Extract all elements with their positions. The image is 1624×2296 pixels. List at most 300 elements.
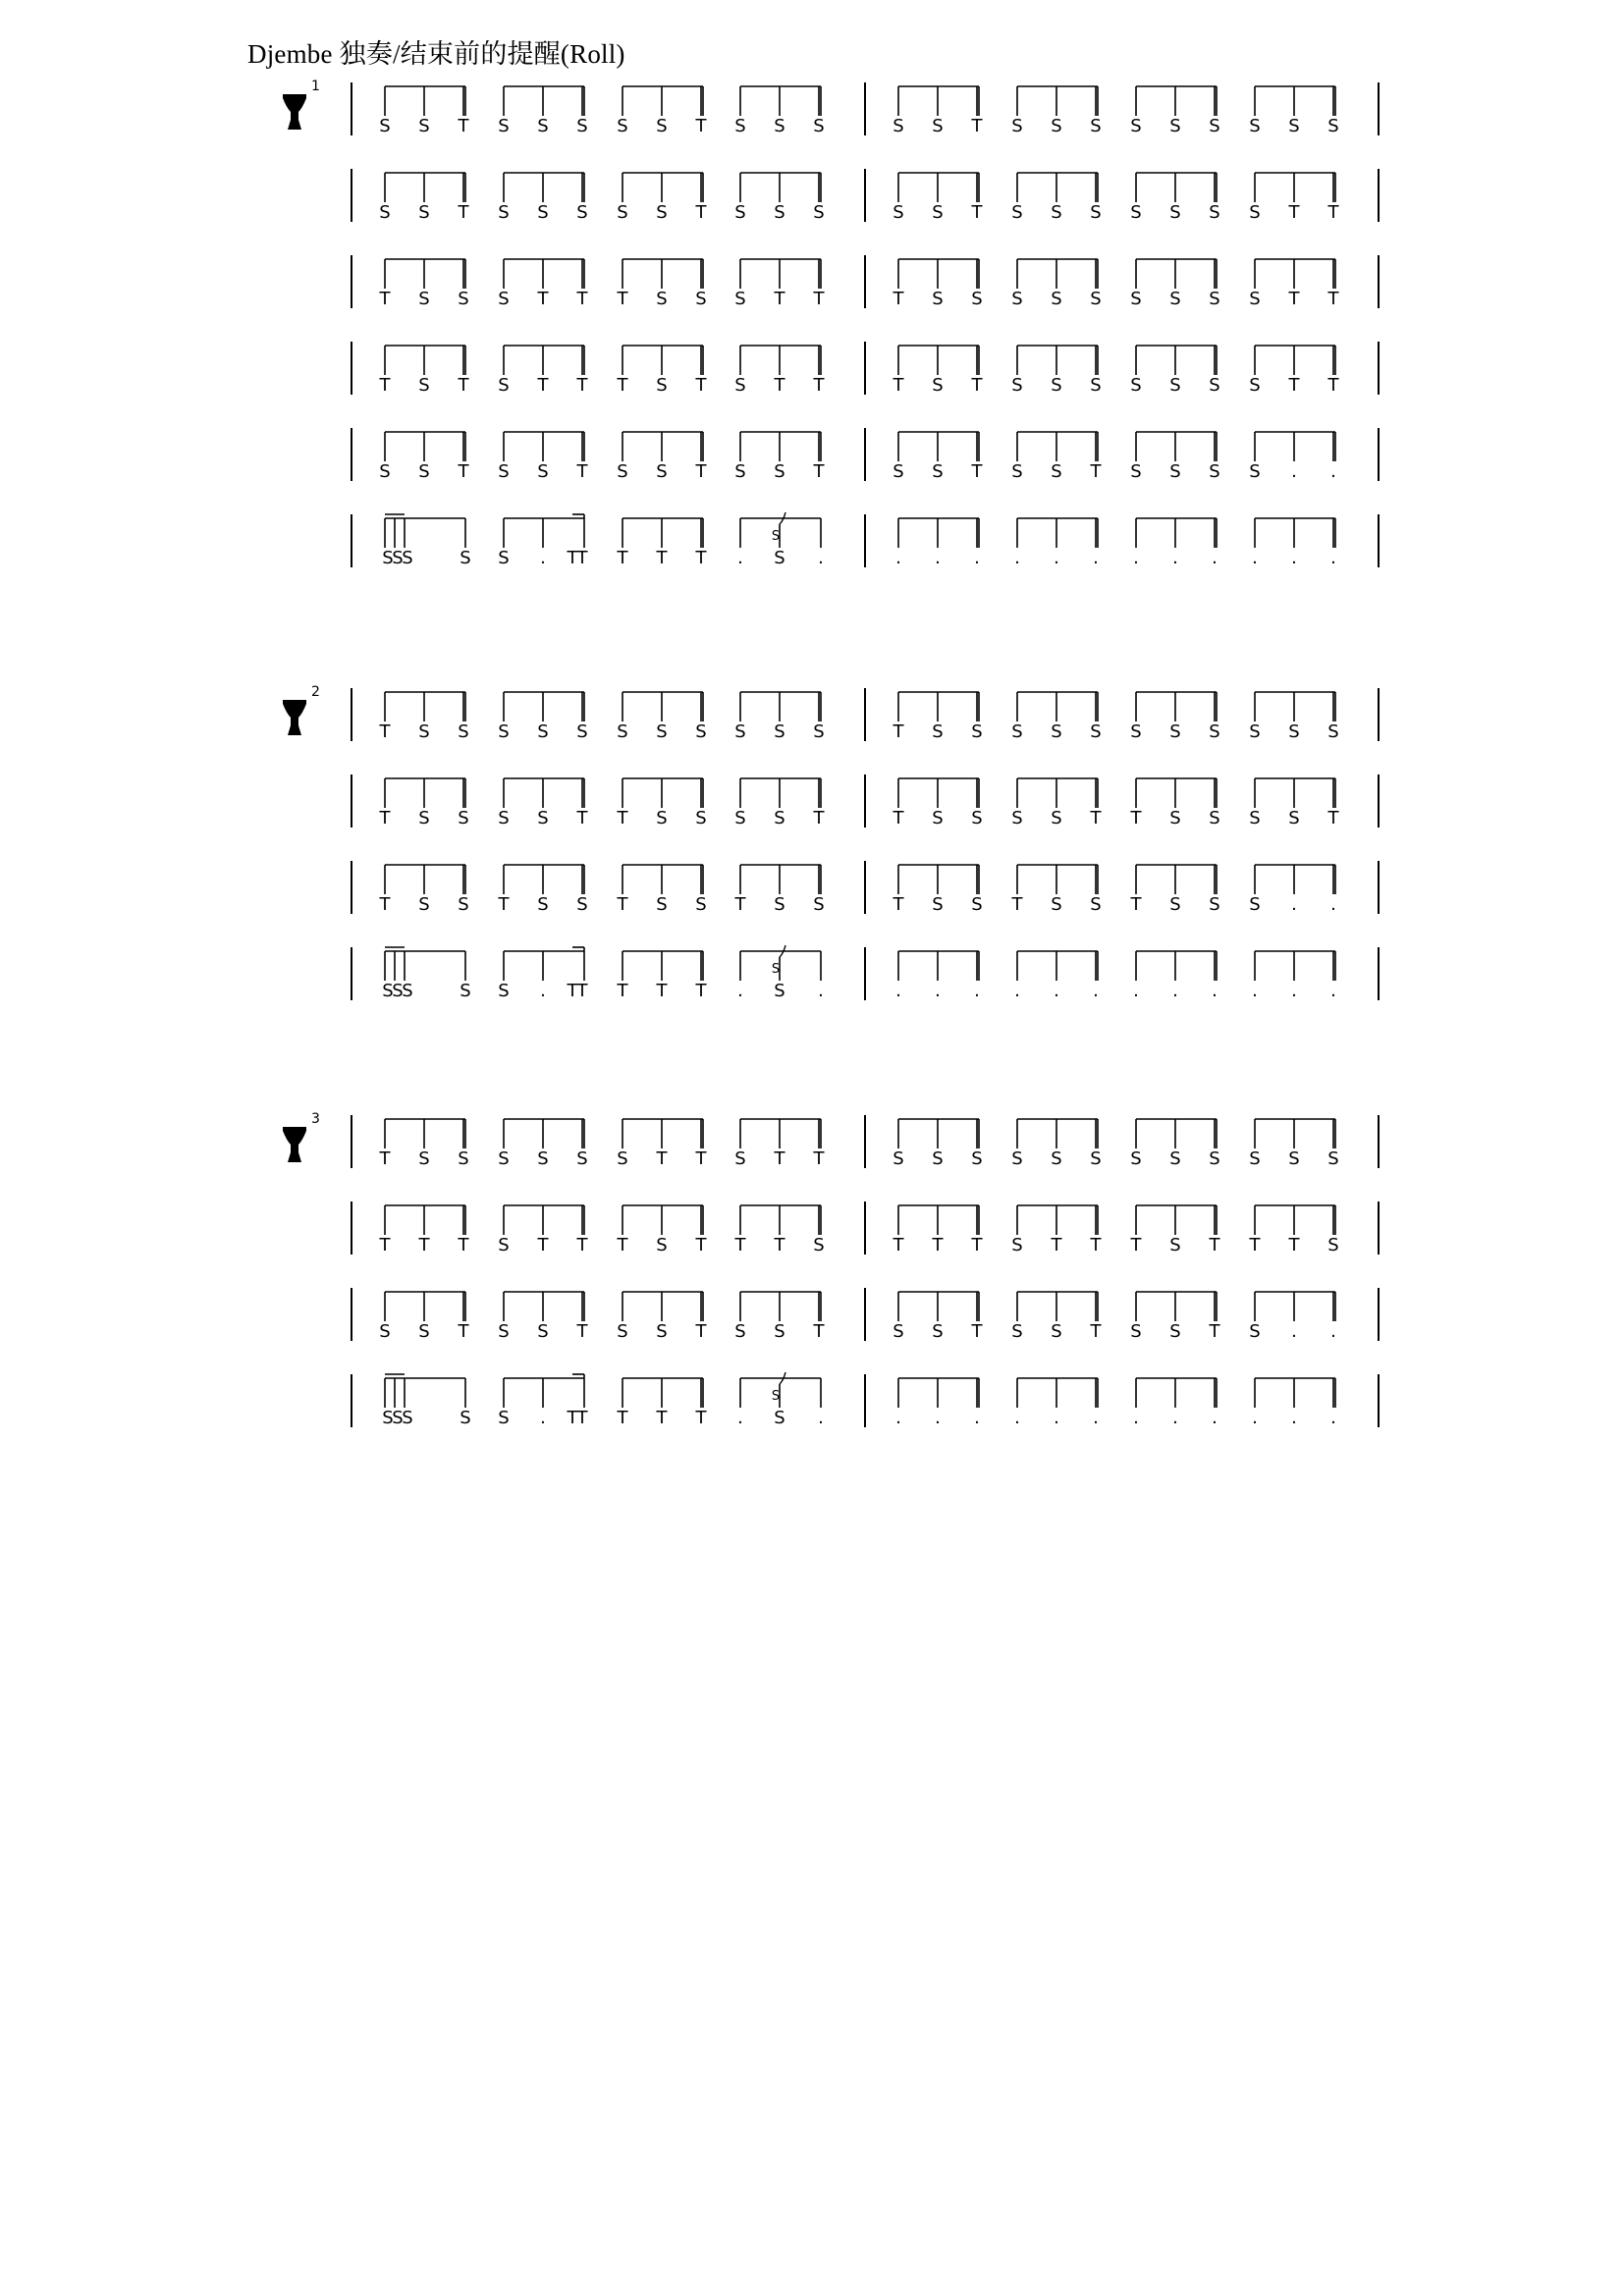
tone-note: T [379,721,391,742]
tone-note: T [774,1148,785,1169]
slap-note: S [774,461,785,482]
rhythm-line [352,428,1379,482]
slap-note: S [1051,461,1062,482]
slap-note: S [576,202,588,223]
slap-note: S [971,721,983,742]
rest-dot: . [895,1408,901,1428]
rest-dot: . [1172,1408,1178,1428]
slap-note: S [656,116,668,136]
rest-dot: . [1252,981,1258,1001]
slap-note: S [734,461,746,482]
slap-note: S [932,202,944,223]
page-title: Djembe 独奏/结束前的提醒(Roll) [247,39,625,69]
slap-note: S [656,1321,668,1342]
slap-note: S [1209,375,1220,396]
tone-note: T [617,808,628,828]
slap-note: S [1090,894,1102,915]
rest-dot: . [737,981,743,1001]
slap-note: S [1130,461,1142,482]
slap-note: S [813,1235,825,1255]
tone-note: T [932,1235,944,1255]
slap-note: S [932,1148,944,1169]
slap-note: S [1051,289,1062,309]
tone-note: T [893,721,904,742]
measure [379,1292,825,1342]
slap-note: S [1249,461,1261,482]
rest-dot: . [1330,1321,1336,1342]
rest-dot: . [1291,1408,1297,1428]
tone-note: T [458,461,469,482]
slap-note: S [1051,375,1062,396]
slap-note: S [813,202,825,223]
tone-note: T [774,289,785,309]
tone-note: T [1090,808,1102,828]
slap-note: S [1090,289,1102,309]
measure [893,692,1339,742]
slap-note: S [576,894,588,915]
slap-note: S [402,1408,413,1428]
tone-note: T [617,894,628,915]
rest-dot: . [1252,1408,1258,1428]
measure [379,1205,825,1255]
measure [379,346,826,396]
rest-dot: . [974,981,980,1001]
slap-note: S [932,721,944,742]
tone-note: T [576,808,588,828]
rest-dot: . [895,548,901,568]
slap-note: S [382,1408,394,1428]
djembe-icon [283,700,306,735]
slap-note: S [932,894,944,915]
rest-dot: . [935,1408,941,1428]
tone-note: T [1090,1321,1102,1342]
tone-note: T [893,1235,904,1255]
tone-note: T [576,289,588,309]
slap-note: S [774,202,785,223]
rhythm-line [352,1115,1379,1169]
tone-note: T [379,808,391,828]
slap-note: S [498,548,510,568]
section-number: 1 [311,79,320,94]
slap-note: S [1169,289,1181,309]
slap-note: S [458,289,469,309]
tone-note: T [893,289,904,309]
slap-note: S [498,1148,510,1169]
slap-note: S [734,721,746,742]
slap-note: S [498,1235,510,1255]
tone-note: T [379,894,391,915]
rest-dot: . [1093,981,1099,1001]
slap-note: S [1169,808,1181,828]
slap-note: S [418,721,430,742]
rest-dot: . [737,548,743,568]
measure [379,865,825,915]
slap-note: S [382,548,394,568]
tone-note: T [893,894,904,915]
slap-note: S [1209,116,1220,136]
slap-note: S [1051,721,1062,742]
tone-note: T [656,1148,668,1169]
slap-note: S [460,548,471,568]
rest-dot: . [1014,548,1020,568]
slap-note: S [774,721,785,742]
slap-note: S [379,202,391,223]
slap-note: S [656,808,668,828]
slap-note: S [537,1148,549,1169]
slap-note: S [537,1321,549,1342]
tone-note: T [893,375,904,396]
slap-note: S [418,894,430,915]
slap-note: S [893,116,904,136]
slap-note: S [576,116,588,136]
slap-note: S [1051,116,1062,136]
slap-note: S [458,1148,469,1169]
rest-dot: . [1212,1408,1218,1428]
tone-note: T [813,461,825,482]
slap-note: S [774,548,785,568]
rest-dot: . [1093,548,1099,568]
slap-note: S [695,721,707,742]
slap-note: S [1169,202,1181,223]
rest-dot: . [1172,981,1178,1001]
slap-note: S [498,1408,510,1428]
slap-note: S [1051,894,1062,915]
rest-dot: . [1291,1321,1297,1342]
rest-dot: . [1093,1408,1099,1428]
slap-note: S [1249,1321,1261,1342]
rest-dot: . [540,981,546,1001]
rest-dot: . [1054,981,1059,1001]
slap-note: S [418,1148,430,1169]
slap-note: S [1011,375,1023,396]
slap-note: S [458,808,469,828]
slap-note: S [1011,1148,1023,1169]
slap-note: S [418,375,430,396]
slap-note: S [458,721,469,742]
tone-note: T [379,1148,391,1169]
slap-note: S [932,375,944,396]
rest-dot: . [1252,548,1258,568]
slap-note: S [1169,721,1181,742]
measure [893,1119,1338,1169]
slap-note: S [418,202,430,223]
slap-note: S [971,1148,983,1169]
slap-note: S [734,1148,746,1169]
measure [893,1292,1336,1342]
tone-note: T [656,1408,668,1428]
tone-note: T [567,548,578,568]
slap-note: S [1249,375,1261,396]
rest-dot: . [1133,548,1139,568]
tone-note: T [458,1321,469,1342]
grace-note: S [771,962,781,977]
slap-note: S [1130,289,1142,309]
rest-dot: . [737,1408,743,1428]
slap-note: S [1288,808,1300,828]
rhythm-line [352,861,1379,915]
tone-note: T [695,1408,707,1428]
slap-note: S [932,289,944,309]
slap-note: S [734,116,746,136]
slap-note: S [1327,721,1339,742]
slap-note: S [392,1408,404,1428]
slap-note: S [1090,116,1102,136]
slap-note: S [1209,721,1220,742]
measure [379,1119,826,1169]
tone-note: T [893,808,904,828]
slap-note: S [734,808,746,828]
slap-note: S [1249,808,1261,828]
tone-note: T [695,548,707,568]
tone-note: T [1051,1235,1062,1255]
measure [895,1378,1336,1428]
rest-dot: . [818,548,824,568]
slap-note: S [932,808,944,828]
tone-note: T [813,1148,825,1169]
section-3 [283,1111,1379,1428]
slap-note: S [418,461,430,482]
tone-note: T [695,981,707,1001]
tone-note: T [1209,1235,1220,1255]
slap-note: S [498,375,510,396]
tone-note: T [971,116,983,136]
tone-note: T [1288,1235,1300,1255]
rest-dot: . [1330,894,1336,915]
measure [379,432,825,482]
tone-note: T [418,1235,430,1255]
slap-note: S [695,894,707,915]
measure [379,86,824,136]
measure [895,951,1336,1001]
rest-dot: . [1133,1408,1139,1428]
slap-note: S [617,1148,628,1169]
slap-note: S [1249,721,1261,742]
tone-note: T [617,289,628,309]
tone-note: T [971,1235,983,1255]
tone-note: T [537,289,549,309]
rhythm-line [352,512,1379,568]
slap-note: S [382,981,394,1001]
rest-dot: . [1212,981,1218,1001]
tone-note: T [1288,375,1300,396]
rhythm-line [352,1201,1379,1255]
tone-note: T [656,548,668,568]
measure [893,865,1336,915]
slap-note: S [1011,202,1023,223]
slap-note: S [537,894,549,915]
tone-note: T [1209,1321,1220,1342]
rest-dot: . [1172,548,1178,568]
tone-note: T [774,375,785,396]
slap-note: S [656,721,668,742]
rhythm-line [352,945,1379,1001]
slap-note: S [813,721,825,742]
tone-note: T [813,808,825,828]
rest-dot: . [1054,548,1059,568]
section-number: 3 [311,1111,320,1127]
measure [893,173,1339,223]
slap-note: S [379,1321,391,1342]
tone-note: T [1130,808,1142,828]
tone-note: T [734,894,746,915]
slap-note: S [418,808,430,828]
tone-note: T [617,548,628,568]
slap-note: S [1130,1148,1142,1169]
slap-note: S [813,116,825,136]
slap-note: S [1249,202,1261,223]
djembe-icon [283,1127,306,1162]
section-number: 2 [311,684,320,700]
grace-note: S [771,1389,781,1404]
tone-note: T [379,1235,391,1255]
slap-note: S [1090,1148,1102,1169]
tone-note: T [537,1235,549,1255]
rest-dot: . [974,548,980,568]
slap-note: S [617,1321,628,1342]
tone-note: T [1327,375,1339,396]
measure [379,259,826,309]
slap-note: S [498,981,510,1001]
tone-note: T [695,375,707,396]
tone-note: T [1249,1235,1261,1255]
slap-note: S [1249,894,1261,915]
slap-note: S [1090,375,1102,396]
slap-note: S [1169,375,1181,396]
tone-note: T [379,375,391,396]
slap-note: S [1051,1321,1062,1342]
tone-note: T [576,461,588,482]
slap-note: S [1090,721,1102,742]
slap-note: S [734,289,746,309]
rhythm-line [352,255,1379,309]
slap-note: S [1209,202,1220,223]
slap-note: S [893,461,904,482]
rest-dot: . [1212,548,1218,568]
measure [382,945,824,1001]
slap-note: S [1169,461,1181,482]
tone-note: T [656,981,668,1001]
tone-note: T [458,375,469,396]
slap-note: S [774,981,785,1001]
tone-note: T [576,1408,588,1428]
tone-note: T [1288,202,1300,223]
tone-note: T [458,116,469,136]
slap-note: S [537,721,549,742]
tone-note: T [695,202,707,223]
rest-dot: . [1291,894,1297,915]
tone-note: T [813,289,825,309]
rest-dot: . [974,1408,980,1428]
section-1 [283,79,1379,568]
tone-note: T [813,375,825,396]
grace-note: S [771,529,781,544]
measure [893,86,1338,136]
tone-note: T [617,1235,628,1255]
tone-note: T [1130,894,1142,915]
slap-note: S [813,894,825,915]
tone-note: T [1327,289,1339,309]
rest-dot: . [1014,981,1020,1001]
slap-note: S [1249,289,1261,309]
slap-note: S [498,721,510,742]
slap-note: S [734,1321,746,1342]
slap-note: S [1209,289,1220,309]
tone-note: T [813,1321,825,1342]
rest-dot: . [1330,1408,1336,1428]
slap-note: S [460,1408,471,1428]
tone-note: T [458,202,469,223]
tone-note: T [458,1235,469,1255]
slap-note: S [1130,1321,1142,1342]
measure [893,778,1340,828]
tone-note: T [576,548,588,568]
slap-note: S [893,1148,904,1169]
tone-note: T [695,116,707,136]
slap-note: S [1090,202,1102,223]
slap-note: S [1327,116,1339,136]
slap-note: S [498,461,510,482]
tone-note: T [734,1235,746,1255]
slap-note: S [734,375,746,396]
measure [382,512,824,568]
slap-note: S [932,461,944,482]
slap-note: S [774,1408,785,1428]
slap-note: S [1209,461,1220,482]
slap-note: S [774,1321,785,1342]
slap-note: S [379,116,391,136]
rest-dot: . [1054,1408,1059,1428]
rest-dot: . [895,981,901,1001]
slap-note: S [1011,116,1023,136]
slap-note: S [617,116,628,136]
rest-dot: . [935,981,941,1001]
rest-dot: . [1330,981,1336,1001]
tone-note: T [1090,1235,1102,1255]
slap-note: S [971,894,983,915]
slap-note: S [1327,1148,1339,1169]
slap-note: S [392,981,404,1001]
slap-note: S [1011,1321,1023,1342]
section-2 [283,684,1379,1001]
slap-note: S [1169,1235,1181,1255]
slap-note: S [537,202,549,223]
slap-note: S [498,1321,510,1342]
slap-note: S [1051,1148,1062,1169]
slap-note: S [402,548,413,568]
tone-note: T [1288,289,1300,309]
slap-note: S [1130,375,1142,396]
tone-note: T [695,461,707,482]
slap-note: S [1051,202,1062,223]
measure [382,1372,824,1428]
slap-note: S [656,1235,668,1255]
tone-note: T [971,1321,983,1342]
slap-note: S [656,289,668,309]
slap-note: S [1051,808,1062,828]
tone-note: T [695,1321,707,1342]
slap-note: S [1209,894,1220,915]
slap-note: S [774,894,785,915]
slap-note: S [537,461,549,482]
tone-note: T [695,1148,707,1169]
rest-dot: . [935,548,941,568]
slap-note: S [576,1148,588,1169]
slap-note: S [932,1321,944,1342]
tone-note: T [774,1235,785,1255]
slap-note: S [656,461,668,482]
measure [893,259,1340,309]
slap-note: S [418,1321,430,1342]
